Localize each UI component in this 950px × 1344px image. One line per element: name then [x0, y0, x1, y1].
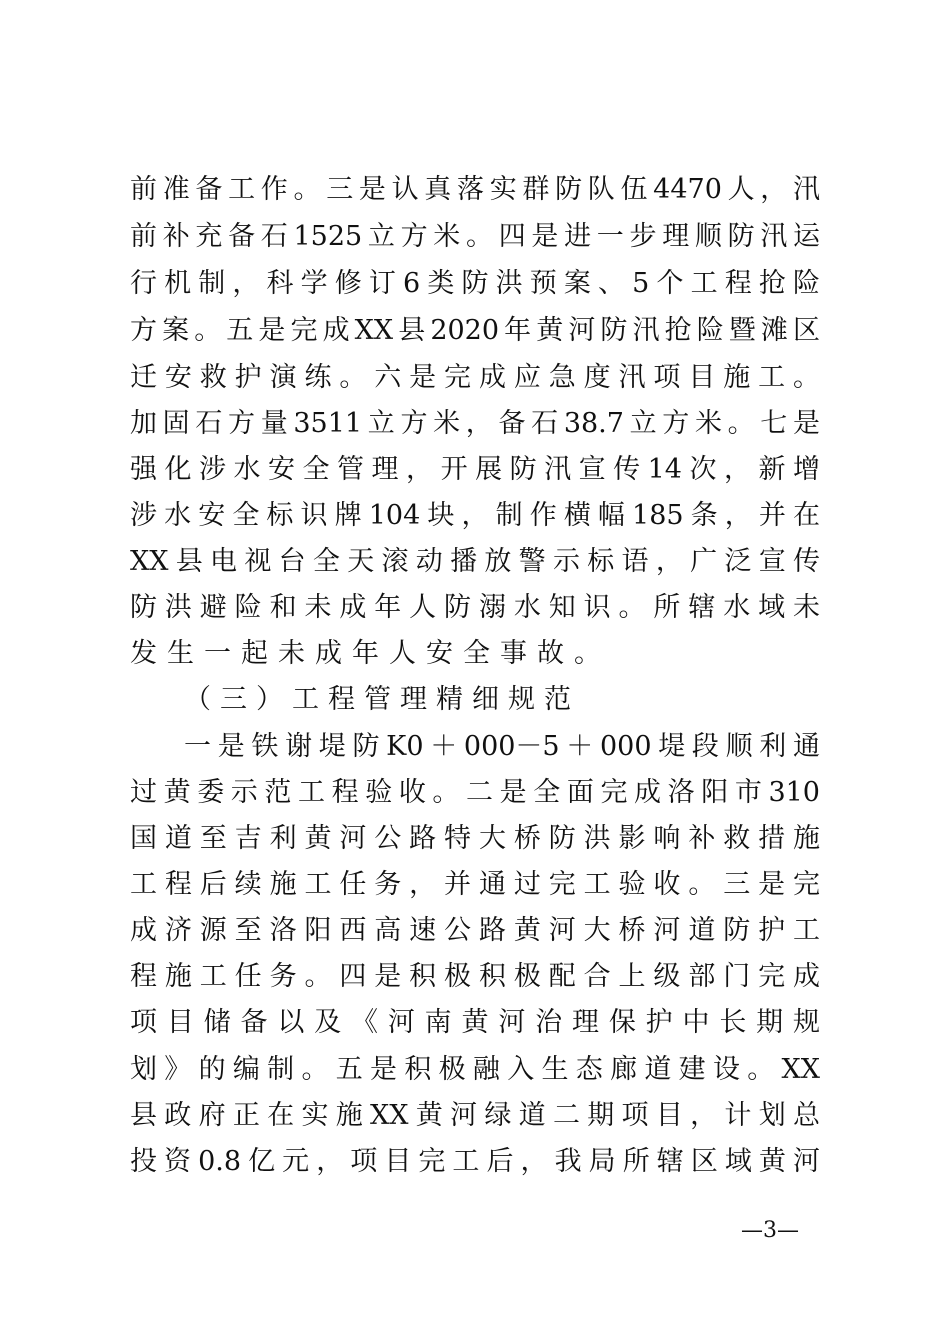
text-line: 项目储备以及《河南黄河治理保护中长期规 [130, 1007, 820, 1038]
page-number: —3— [741, 1218, 799, 1243]
text-line: 县政府正在实施XX黄河绿道二期项目，计划总 [130, 1100, 820, 1131]
text-line: 强化涉水安全管理，开展防汛宣传14次，新增 [130, 454, 820, 485]
text-line: 加固石方量3511立方米，备石38.7立方米。七是 [130, 408, 820, 439]
text-line: 前补充备石1525立方米。四是进一步理顺防汛运 [130, 221, 820, 252]
section-heading: （三）工程管理精细规范 [184, 684, 580, 715]
text-line: 成济源至洛阳西高速公路黄河大桥河道防护工 [130, 915, 820, 946]
text-line: 前准备工作。三是认真落实群防队伍4470人，汛 [130, 174, 820, 205]
text-line: 防洪避险和未成年人防溺水知识。所辖水域未 [130, 592, 820, 623]
text-line: XX县电视台全天滚动播放警示标语，广泛宣传 [130, 546, 820, 577]
text-line: 方案。五是完成XX县2020年黄河防汛抢险暨滩区 [130, 315, 820, 346]
text-line: 涉水安全标识牌104块，制作横幅185条，并在 [130, 500, 820, 531]
text-line: 迁安救护演练。六是完成应急度汛项目施工。 [130, 362, 820, 393]
text-line: 国道至吉利黄河公路特大桥防洪影响补救措施 [130, 823, 820, 854]
text-line: 发生一起未成年人安全事故。 [130, 638, 611, 669]
text-line: 行机制，科学修订6类防洪预案、5个工程抢险 [130, 268, 820, 299]
text-line: 投资0.8亿元，项目完工后，我局所辖区域黄河 [130, 1146, 820, 1177]
text-line: 划》的编制。五是积极融入生态廊道建设。XX [130, 1054, 820, 1085]
text-line: 过黄委示范工程验收。二是全面完成洛阳市310 [130, 777, 820, 808]
text-line: 工程后续施工任务，并通过完工验收。三是完 [130, 869, 820, 900]
text-line: 程施工任务。四是积极积极配合上级部门完成 [130, 961, 820, 992]
text-line: 一是铁谢堤防K0＋000－5＋000堤段顺利通 [184, 731, 820, 762]
